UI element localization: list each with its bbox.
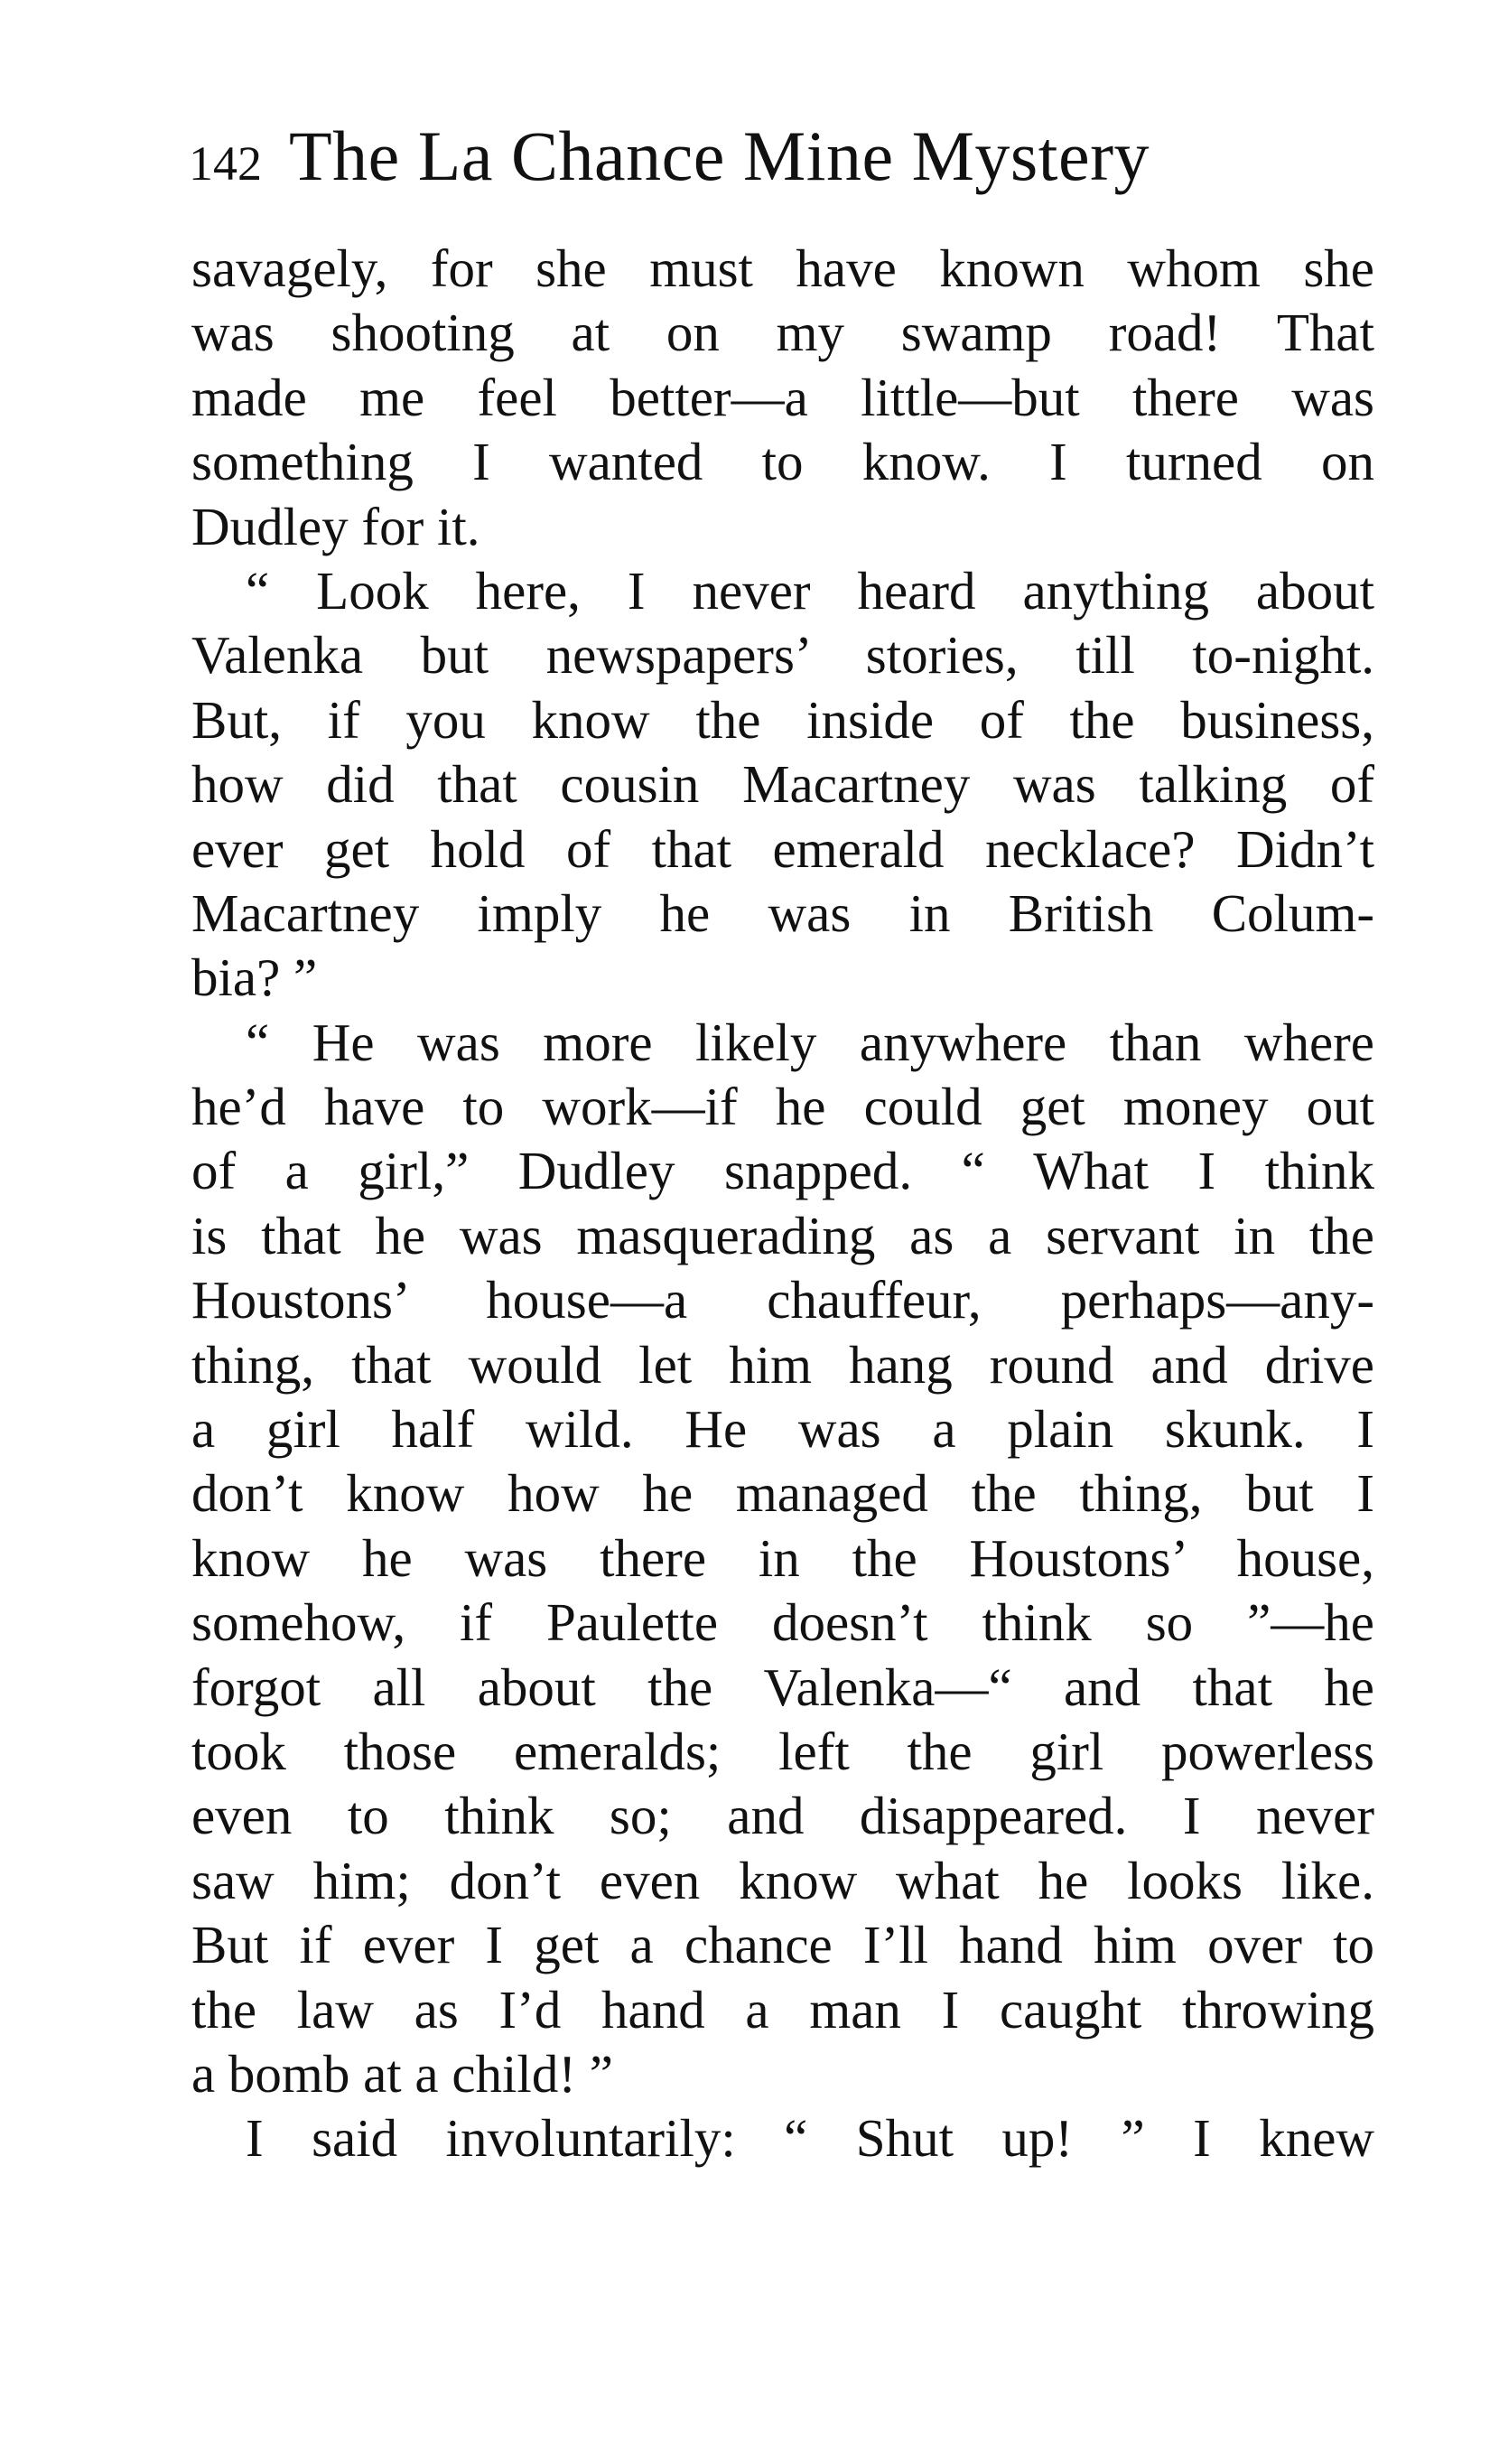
text-line: bia? ” xyxy=(191,947,318,1008)
text-line: “ He was more likely anywhere than where xyxy=(246,1012,1374,1072)
text-line: But, if you know the inside of the business, xyxy=(191,689,1374,750)
text-line: I said involuntarily: “ Shut up! ” I knew xyxy=(246,2108,1374,2169)
text-line: was shooting at on my swamp road! That xyxy=(191,303,1374,363)
text-line: took those emeralds; left the girl powerless xyxy=(191,1721,1374,1781)
text-line: But if ever I get a chance I’ll hand him over to xyxy=(191,1915,1374,1975)
text-line: Valenka but newspapers’ stories, till to-night. xyxy=(191,625,1374,686)
text-line: is that he was masquerading as a servant in the xyxy=(191,1205,1374,1265)
text-line: savagely, for she must have known whom she xyxy=(191,238,1374,298)
page-number: 142 xyxy=(189,136,262,191)
text-line: forgot all about the Valenka—“ and that he xyxy=(191,1657,1374,1717)
text-line: even to think so; and disappeared. I never xyxy=(191,1786,1374,1846)
text-line: the law as I’d hand a man I caught throwing xyxy=(191,1979,1374,2039)
text-line: Houstons’ house—a chauffeur, perhaps—any- xyxy=(191,1270,1374,1330)
text-line: he’d have to work—if he could get money out xyxy=(191,1077,1374,1137)
text-line: ever get hold of that emerald necklace? Didn’t xyxy=(191,818,1374,879)
text-line: somehow, if Paulette doesn’t think so ”—he xyxy=(191,1592,1374,1653)
text-line: “ Look here, I never heard anything about xyxy=(246,560,1374,621)
running-title: The La Chance Mine Mystery xyxy=(289,117,1150,195)
text-line: don’t know how he managed the thing, but I xyxy=(191,1463,1374,1524)
text-line: a bomb at a child! ” xyxy=(191,2043,613,2104)
text-line: saw him; don’t even know what he looks like. xyxy=(191,1850,1374,1910)
text-line: Dudley for it. xyxy=(191,496,480,556)
page-header xyxy=(189,116,1363,215)
text-line: Macartney imply he was in British Colum- xyxy=(191,882,1374,943)
text-line: something I wanted to know. I turned on xyxy=(191,432,1374,492)
text-line: thing, that would let him hang round and drive xyxy=(191,1334,1374,1395)
text-line: know he was there in the Houstons’ house, xyxy=(191,1527,1374,1588)
text-line: of a girl,” Dudley snapped. “ What I think xyxy=(191,1141,1374,1201)
text-line: a girl half wild. He was a plain skunk. I xyxy=(191,1399,1374,1460)
text-line: made me feel better—a little—but there was xyxy=(191,367,1374,427)
body-text xyxy=(191,237,1374,2171)
text-line: how did that cousin Macartney was talking of xyxy=(191,754,1374,815)
